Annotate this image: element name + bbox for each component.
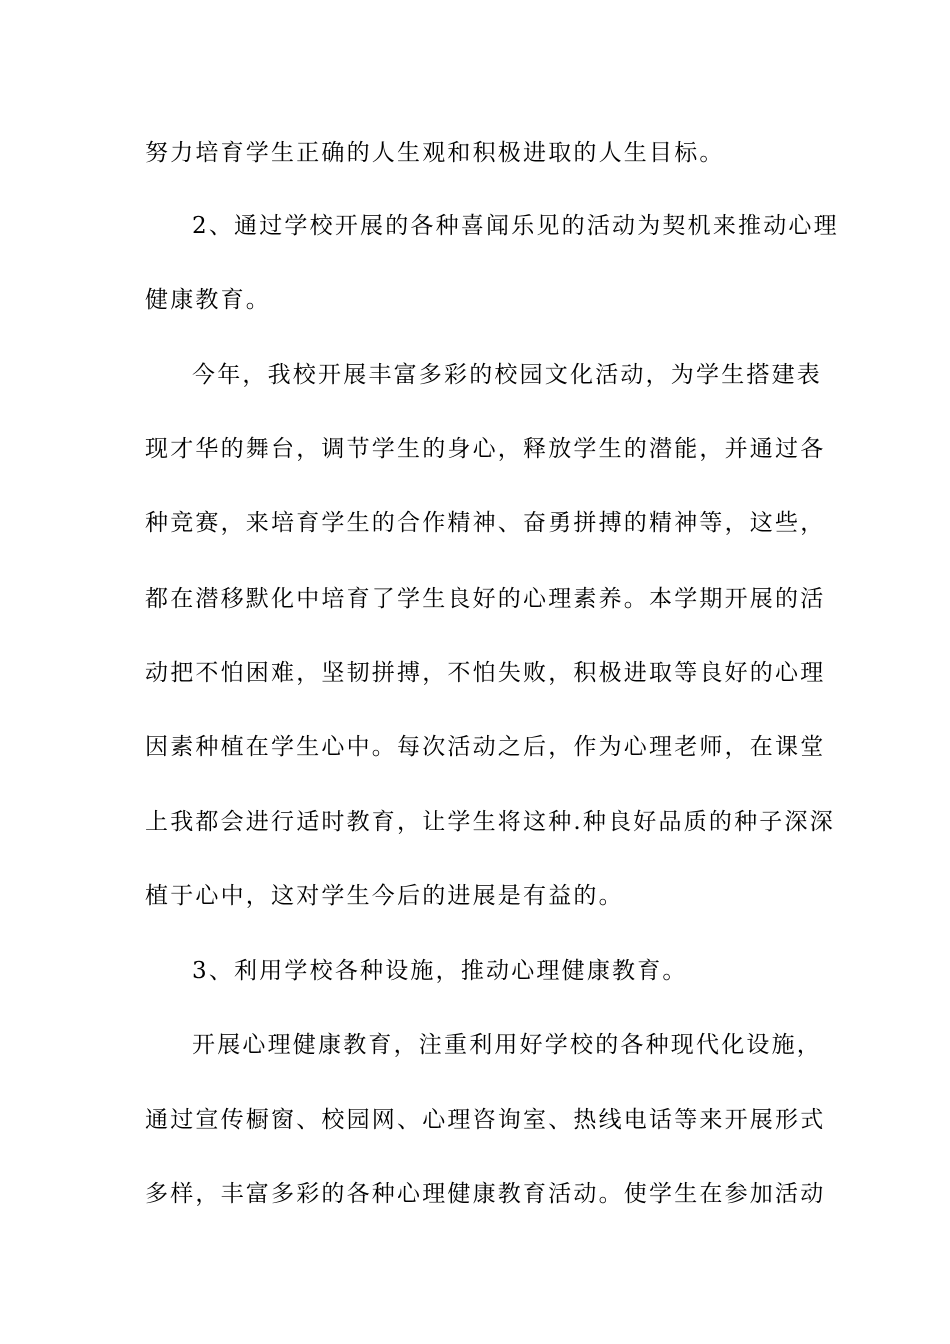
text-line: 植于心中，这对学生今后的进展是有益的。 [145, 883, 624, 909]
text-line: 动把不怕困难，坚韧拼搏，不怕失败，积极进取等良好的心理 [145, 660, 826, 686]
text-line: 都在潜移默化中培育了学生良好的心理素养。本学期开展的活 [145, 586, 826, 612]
text-line: 健康教育。 [145, 287, 271, 313]
text-line: 现才华的舞台，调节学生的身心，释放学生的潜能，并通过各 [145, 436, 826, 462]
paragraph-start: 开展心理健康教育，注重利用好学校的各种现代化设施， [192, 1032, 822, 1058]
text-line: 通过宣传橱窗、校园网、心理咨询室、热线电话等来开展形式 [145, 1107, 826, 1133]
section-heading: 3、利用学校各种设施，推动心理健康教育。 [192, 958, 688, 984]
text-line: 上我都会进行适时教育，让学生将这种.种良好品质的种子深深 [145, 809, 835, 835]
text-line: 因素种植在学生心中。每次活动之后，作为心理老师，在课堂 [145, 734, 826, 760]
section-heading: 2、通过学校开展的各种喜闻乐见的活动为契机来推动心理 [192, 213, 839, 239]
text-line: 多样，丰富多彩的各种心理健康教育活动。使学生在参加活动 [145, 1181, 826, 1207]
paragraph-start: 今年，我校开展丰富多彩的校园文化活动，为学生搭建表 [192, 362, 822, 388]
text-line: 努力培育学生正确的人生观和积极进取的人生目标。 [145, 140, 725, 166]
text-line: 种竞赛，来培育学生的合作精神、奋勇拼搏的精神等，这些， [145, 510, 826, 536]
